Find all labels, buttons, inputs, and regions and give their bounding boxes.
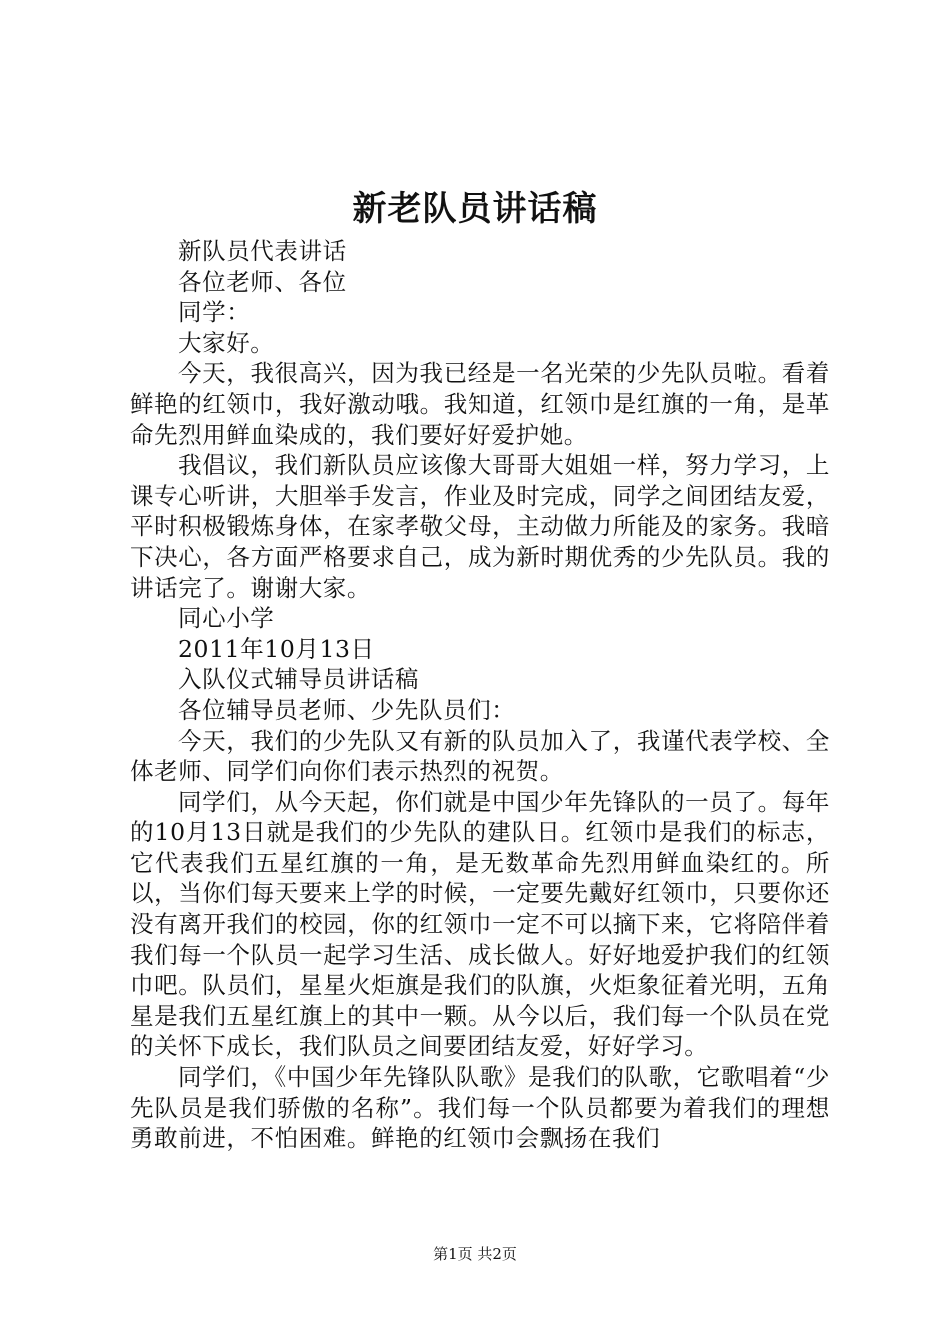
page-footer: 第1页 共2页: [433, 1245, 517, 1263]
paragraph: 入队仪式辅导员讲话稿: [178, 665, 419, 694]
paragraph: 同学们，从今天起，你们就是中国少年先锋队的一员了。每年的10月13日就是我们的少先队的建队日。红领巾是我们的标志，它代表我们五星红旗的一角，是无数革命先烈用鲜血染红的。所以，当你们每天要来上学的时候，一定要先戴好红领巾，只要你还没有离开我们的校园，你的红领巾一定不可以摘下来，它将陪伴着我们每一个队员一起学习生活、成长做人。好好地爱护我们的红领巾吧。队员们，星星火炬旗是我们的队旗，火炬象征着光明，五角星是我们五星红旗上的其中一颗。从今以后，我们每一个队员在党的关怀下成长，我们队员之间要团结友爱，好好学习。: [130, 787, 830, 1061]
body-text: [130, 236, 830, 1154]
page-title: 新老队员讲话稿: [352, 189, 598, 229]
paragraph: 各位辅导员老师、少先队员们：: [178, 695, 516, 724]
paragraph: 同学们，《中国少年先锋队队歌》是我们的队歌，它歌唱着“少先队员是我们骄傲的名称”。我们每一个队员都要为着我们的理想勇敢前进，不怕困难。鲜艳的红领巾会飘扬在我们: [130, 1063, 830, 1153]
paragraph: 今天，我很高兴，因为我已经是一名光荣的少先队员啦。看着鲜艳的红领巾，我好激动哦。我知道，红领巾是红旗的一角，是革命先烈用鲜血染成的，我们要好好爱护她。: [130, 359, 830, 449]
paragraph: 同学：: [178, 298, 251, 327]
paragraph: 新队员代表讲话: [178, 237, 347, 265]
paragraph: 我倡议，我们新队员应该像大哥哥大姐姐一样，努力学习，上课专心听讲，大胆举手发言，作业及时完成，同学之间团结友爱，平时积极锻炼身体，在家孝敬父母，主动做力所能及的家务。我暗下决心，各方面严格要求自己，成为新时期优秀的少先队员。我的讲话完了。谢谢大家。: [130, 451, 830, 602]
paragraph: 同心小学: [178, 604, 275, 633]
paragraph: 大家好。: [178, 328, 275, 357]
date-paragraph: 2011年10月13日: [178, 634, 375, 663]
paragraph: 今天，我们的少先队又有新的队员加入了，我谨代表学校、全体老师、同学们向你们表示热烈的祝贺。: [130, 726, 830, 786]
paragraph: 各位老师、各位: [178, 267, 347, 296]
